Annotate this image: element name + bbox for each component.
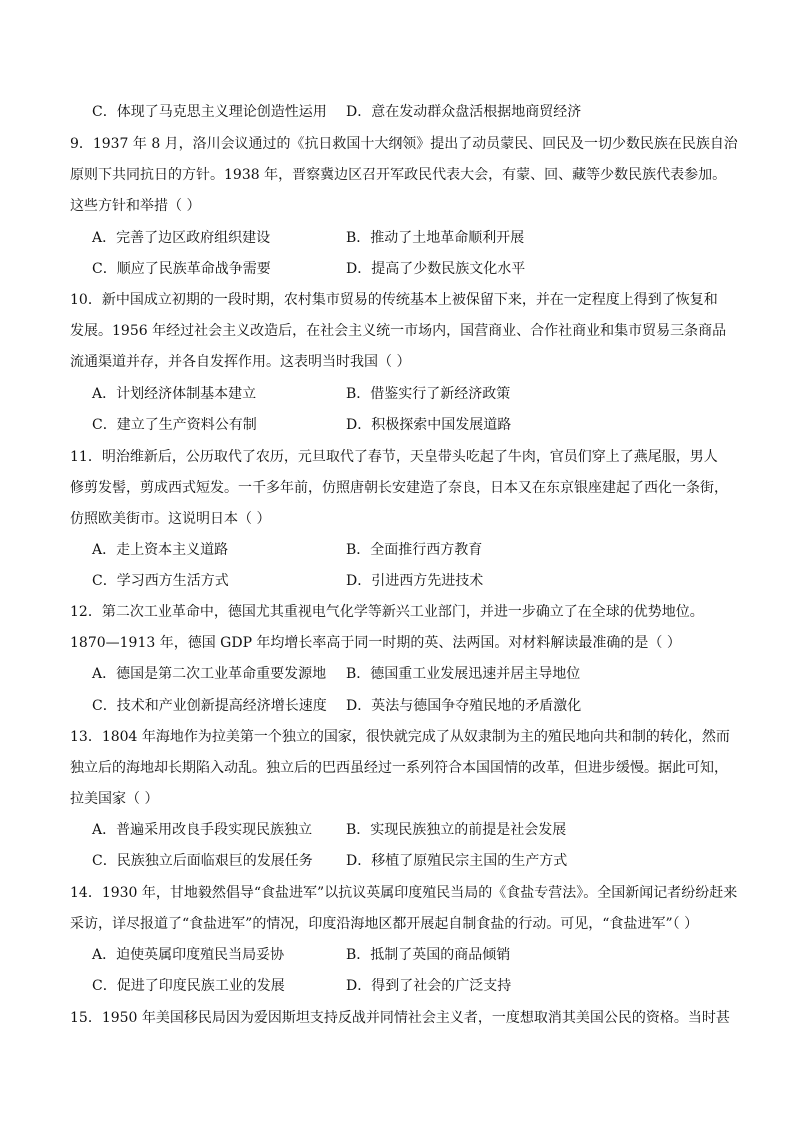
question-9-option-c: C．顺应了民族革命战争需要 [92, 261, 271, 277]
question-14-line-2: 采访，详尽报道了“食盐进军”的情况，印度沿海地区都开展起自制食盐的行动。可见，“食盐进军”（ ） [70, 916, 699, 932]
question-13-line-1: 13．1804 年海地作为拉美第一个独立的国家，很快就完成了从奴隶制为主的殖民地向共和制的转化，然而 [70, 729, 730, 745]
question-11-line-1: 11．明治维新后，公历取代了农历，元旦取代了春节，天皇带头吃起了牛肉，官员们穿上了燕尾服，男人 [70, 449, 718, 465]
question-14-option-d: D．得到了社会的广泛支持 [346, 978, 512, 994]
question-12-line-1: 12．第二次工业革命中，德国尤其重视电气化学等新兴工业部门，并进一步确立了在全球的优势地位。 [70, 604, 704, 620]
question-11-option-b: B．全面推行西方教育 [346, 542, 483, 558]
question-13-option-a: A．普遍采用改良手段实现民族独立 [92, 822, 313, 838]
question-12-option-b: B．德国重工业发展迅速并居主导地位 [346, 666, 581, 682]
question-12-option-d: D．英法与德国争夺殖民地的矛盾激化 [346, 698, 582, 714]
question-14-line-1: 14．1930 年，甘地毅然倡导“食盐进军”以抗议英属印度殖民当局的《食盐专营法》。全国新闻记者纷纷赶来 [70, 885, 738, 901]
question-11-line-3: 仿照欧美街市。这说明日本（ ） [70, 511, 271, 527]
question-14-option-c: C．促进了印度民族工业的发展 [92, 978, 285, 994]
question-10-option-b: B．借鉴实行了新经济政策 [346, 386, 511, 402]
question-9-line-2: 原则下共同抗日的方针。1938 年，晋察冀边区召开军政民代表大会，有蒙、回、藏等少数民族代表参加。 [70, 167, 727, 183]
question-9-line-3: 这些方针和举措（ ） [70, 198, 201, 214]
question-9-option-a: A．完善了边区政府组织建设 [92, 230, 271, 246]
question-12-line-2: 1870—1913 年，德国 GDP 年均增长率高于同一时期的英、法两国。对材料解读最准确的是（ ） [70, 635, 681, 651]
question-11-option-d: D．引进西方先进技术 [346, 573, 484, 589]
question-10-option-d: D．积极探索中国发展道路 [346, 417, 512, 433]
question-12-option-c: C．技术和产业创新提高经济增长速度 [92, 698, 327, 714]
question-15-line-1: 15．1950 年美国移民局因为爱因斯坦支持反战并同情社会主义者，一度想取消其美国公民的资格。当时甚 [70, 1010, 730, 1026]
question-9-option-d: D．提高了少数民族文化水平 [346, 261, 526, 277]
question-10-option-a: A．计划经济体制基本建立 [92, 386, 257, 402]
question-14-option-a: A．迫使英属印度殖民当局妥协 [92, 947, 285, 963]
question-10-option-c: C．建立了生产资料公有制 [92, 417, 257, 433]
question-10-line-1: 10．新中国成立初期的一段时期，农村集市贸易的传统基本上被保留下来，并在一定程度上得到了恢复和 [70, 292, 718, 308]
question-9-option-b: B．推动了土地革命顺利开展 [346, 230, 525, 246]
question-13-line-2: 独立后的海地却长期陷入动乱。独立后的巴西虽经过一系列符合本国国情的改革，但进步缓慢。据此可知， [70, 760, 728, 776]
question-13-line-3: 拉美国家（ ） [70, 791, 159, 807]
question-10-line-2: 发展。1956 年经过社会主义改造后，在社会主义统一市场内，国营商业、合作社商业和集市贸易三条商品 [70, 323, 727, 339]
question-10-line-3: 流通渠道并存，并各自发挥作用。这表明当时我国（ ） [70, 354, 411, 370]
question-14-option-b: B．抵制了英国的商品倾销 [346, 947, 511, 963]
question-9-line-1: 9．1937 年 8 月，洛川会议通过的《抗日救国十大纲领》提出了动员蒙民、回民及一切少数民族在民族自治 [70, 136, 738, 152]
question-13-option-c: C．民族独立后面临艰巨的发展任务 [92, 853, 313, 869]
prev-option-d: D．意在发动群众盘活根据地商贸经济 [346, 104, 582, 120]
question-13-option-b: B．实现民族独立的前提是社会发展 [346, 822, 567, 838]
question-11-option-c: C．学习西方生活方式 [92, 573, 229, 589]
question-11-line-2: 修剪发髻，剪成西式短发。一千多年前，仿照唐朝长安建造了奈良，日本又在东京银座建起了西化一条街， [70, 480, 728, 496]
prev-option-c: C．体现了马克思主义理论创造性运用 [92, 104, 327, 120]
question-11-option-a: A．走上资本主义道路 [92, 542, 229, 558]
question-12-option-a: A．德国是第二次工业革命重要发源地 [92, 666, 327, 682]
question-13-option-d: D．移植了原殖民宗主国的生产方式 [346, 853, 568, 869]
